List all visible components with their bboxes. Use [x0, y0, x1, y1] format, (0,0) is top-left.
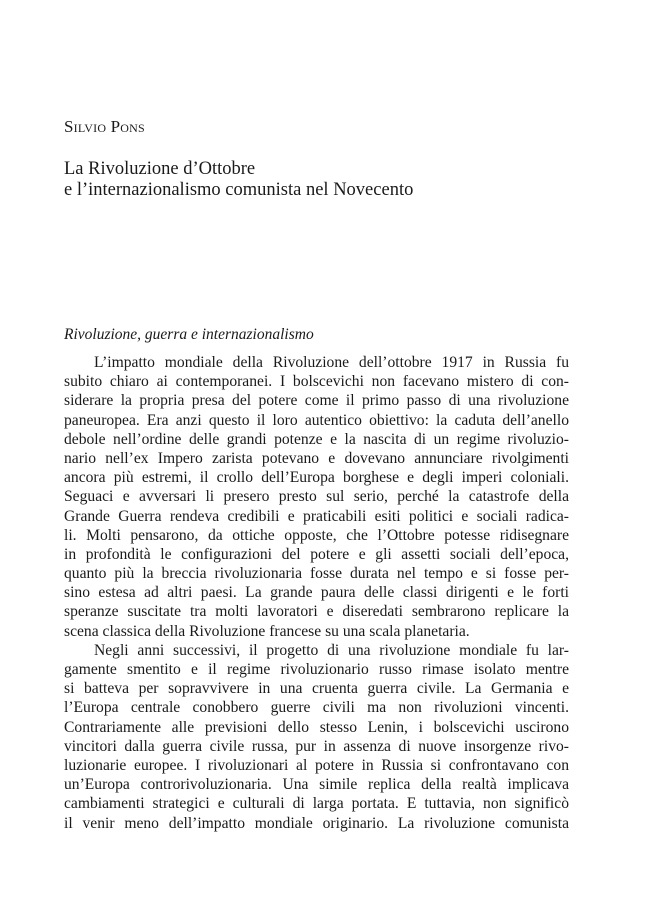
text-line: cambiamenti strategici e culturali di larga portata. E tuttavia, non significò: [64, 795, 569, 813]
text-line: Negli anni successivi, il progetto di una rivoluzione mondiale fu lar-: [94, 641, 569, 659]
text-line: si batteva per sopravvivere in una cruenta guerra civile. La Germania e: [64, 680, 569, 698]
text-line: debole nell’ordine delle grandi potenze e la nascita di un regime rivoluzio-: [64, 430, 569, 448]
text-line: in profondità le configurazioni del potere e gli assetti sociali dell’epoca,: [64, 545, 569, 563]
text-line: il venir meno dell’impatto mondiale originario. La rivoluzione comunista: [64, 814, 569, 832]
text-line: nario nell’ex Impero zarista potevano e dovevano annunciare rivolgimenti: [64, 449, 569, 467]
title-line: La Rivoluzione d’Ottobre: [64, 159, 256, 179]
text-line: Contrariamente alle previsioni dello stesso Lenin, i bolscevichi uscirono: [64, 718, 569, 736]
text-line: gamente smentito e il regime rivoluzionario russo rimase isolato mentre: [64, 661, 569, 678]
text-line: ancora più estremi, il crollo dell’Europa borghese e degli imperi coloniali.: [64, 469, 569, 487]
text-line: subito chiaro ai contemporanei. I bolscevichi non facevano mistero di con-: [64, 373, 569, 391]
section-heading: Rivoluzione, guerra e internazionalismo: [64, 326, 314, 343]
text-line: un’Europa controrivoluzionaria. Una simile replica della realtà implicava: [64, 776, 569, 794]
author-name: Silvio Pons: [64, 117, 145, 136]
title-line: e l’internazionalismo comunista nel Novecento: [64, 180, 414, 200]
text-line: l’Europa centrale conobbero guerre civili ma non rivoluzioni vincenti.: [64, 699, 569, 717]
body-text: [64, 353, 569, 833]
text-line: vincitori dalla guerra civile russa, pur in assenza di nuove insorgenze rivo-: [64, 737, 569, 755]
text-line: scena classica della Rivoluzione francese su una scala planetaria.: [64, 622, 470, 640]
text-line: sino estesa ad altri paesi. La grande paura delle classi dirigenti e le forti: [64, 584, 569, 602]
chapter-title: [64, 159, 413, 201]
text-line: li. Molti pensarono, da ottiche opposte, che l’Ottobre potesse ridisegnare: [64, 526, 569, 544]
text-line: speranze suscitate tra molti lavoratori e diseredati sembrarono replicare la: [64, 603, 569, 621]
text-line: luzionarie europee. I rivoluzionari al potere in Russia si confrontavano con: [64, 756, 569, 774]
text-line: paneuropea. Era anzi questo il loro autentico obiettivo: la caduta dell’anello: [64, 411, 569, 429]
text-line: Grande Guerra rendeva credibili e praticabili esiti politici e sociali radica-: [64, 507, 569, 525]
text-line: siderare la propria presa del potere come il primo passo di una rivoluzione: [64, 392, 569, 410]
text-line: quanto più la breccia rivoluzionaria fosse durata nel tempo e si fosse per-: [64, 565, 569, 583]
text-line: L’impatto mondiale della Rivoluzione dell’ottobre 1917 in Russia fu: [94, 354, 569, 371]
text-line: Seguaci e avversari li presero presto sul serio, perché la catastrofe della: [64, 488, 569, 506]
